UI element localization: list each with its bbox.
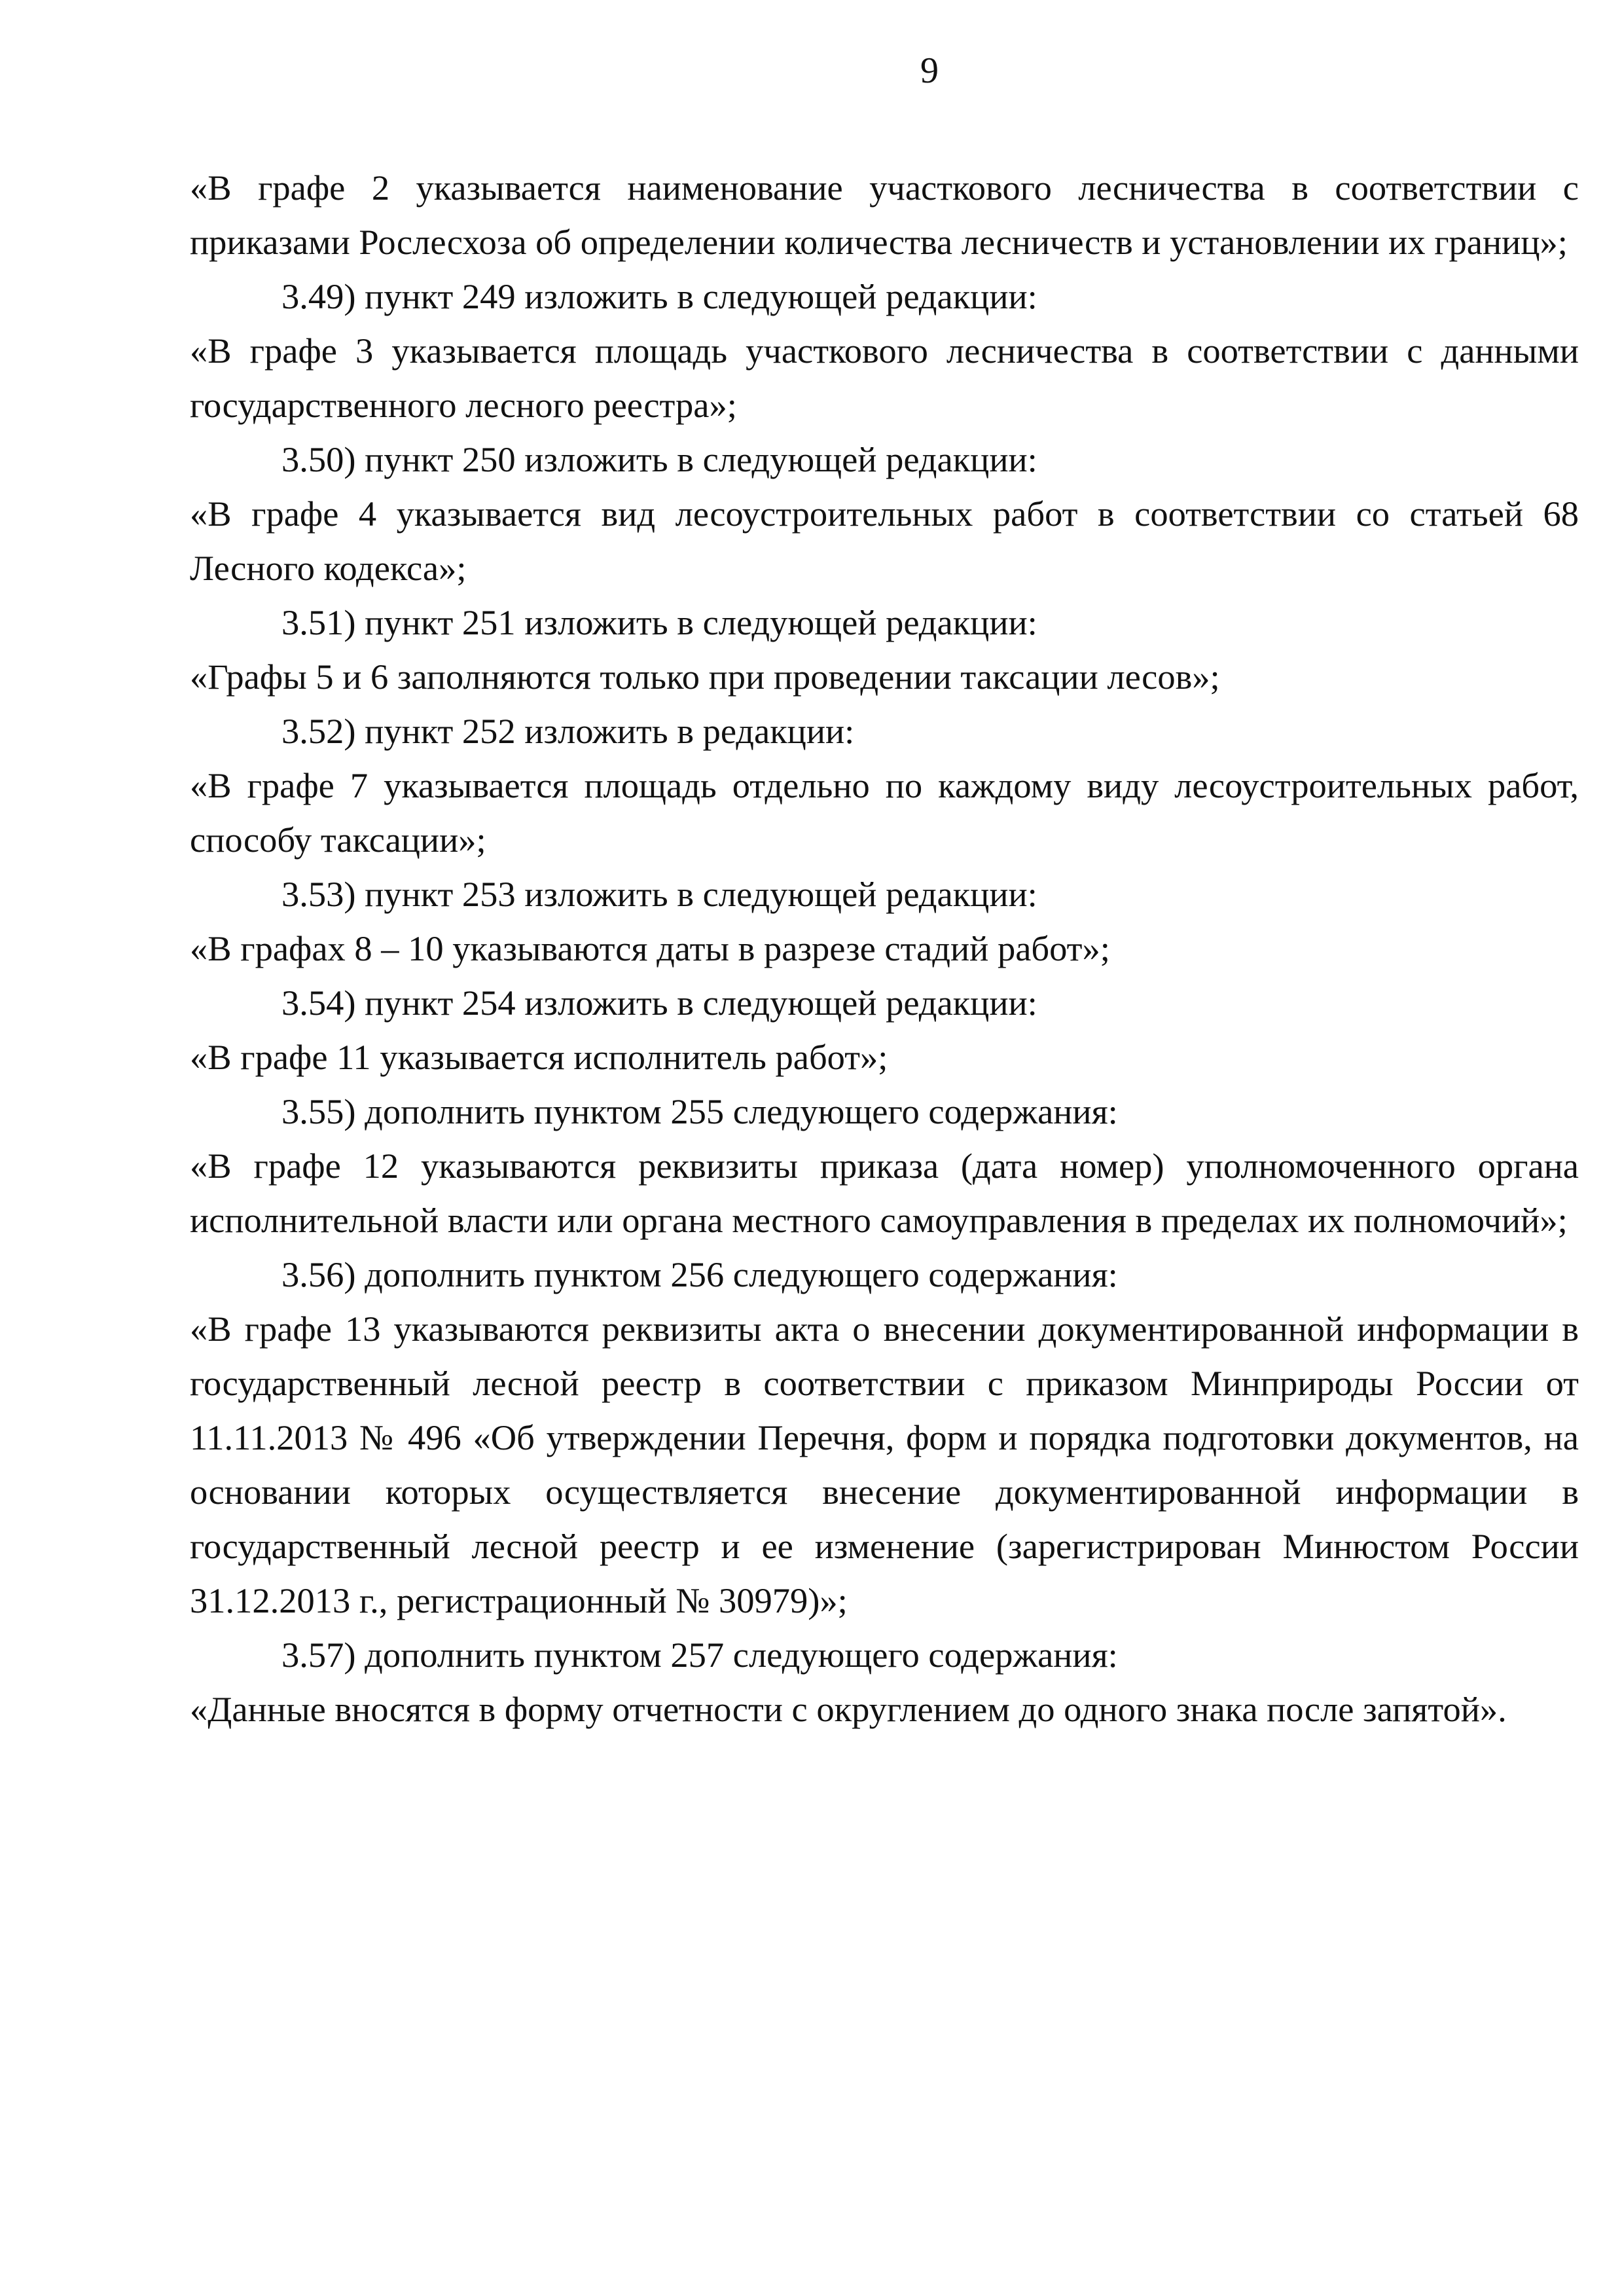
amendment-item-3-55: 3.55) дополнить пунктом 255 следующего содержания: <box>281 1091 1118 1131</box>
page-number: 9 <box>920 50 939 91</box>
quote-paragraph: «В графе 4 указывается вид лесоустроительных работ в соответствии со статьей 68 Лесного кодекса»; <box>190 494 1579 588</box>
amendment-item-3-54: 3.54) пункт 254 изложить в следующей редакции: <box>281 983 1037 1023</box>
amendment-item-3-57: 3.57) дополнить пунктом 257 следующего содержания: <box>281 1635 1118 1675</box>
amendment-item-3-52: 3.52) пункт 252 изложить в редакции: <box>281 711 855 751</box>
quote-paragraph: «Графы 5 и 6 заполняются только при проведении таксации лесов»; <box>190 657 1220 697</box>
amendment-item-3-53: 3.53) пункт 253 изложить в следующей редакции: <box>281 874 1037 914</box>
quote-paragraph: «В графе 2 указывается наименование участкового лесничества в соответствии с приказами Рослесхоза об определении количества лесничеств и установлении их границ»; <box>190 168 1579 262</box>
quote-paragraph: «Данные вносятся в форму отчетности с округлением до одного знака после запятой». <box>190 1689 1507 1729</box>
amendment-item-3-49: 3.49) пункт 249 изложить в следующей редакции: <box>281 276 1037 316</box>
amendment-item-3-56: 3.56) дополнить пунктом 256 следующего содержания: <box>281 1254 1118 1294</box>
quote-paragraph: «В графе 12 указываются реквизиты приказа (дата номер) уполномоченного органа исполнительной власти или органа местного самоуправления в пределах их полномочий»; <box>190 1146 1579 1240</box>
quote-paragraph: «В графе 11 указывается исполнитель работ»; <box>190 1037 888 1077</box>
amendment-item-3-51: 3.51) пункт 251 изложить в следующей редакции: <box>281 602 1037 642</box>
quote-paragraph: «В графе 3 указывается площадь участкового лесничества в соответствии с данными государственного лесного реестра»; <box>190 331 1579 425</box>
amendment-item-3-50: 3.50) пункт 250 изложить в следующей редакции: <box>281 439 1037 479</box>
quote-paragraph: «В графе 7 указывается площадь отдельно по каждому виду лесоустроительных работ, способу таксации»; <box>190 765 1579 860</box>
document-body <box>190 160 1579 1736</box>
quote-paragraph: «В графах 8 – 10 указываются даты в разрезе стадий работ»; <box>190 928 1110 968</box>
quote-paragraph: «В графе 13 указываются реквизиты акта о внесении документированной информации в государственный лесной реестр в соответствии с приказом Минприроды России от 11.11.2013 № 496 «Об утверждении Перечня, форм и порядка подготовки документов, на основании которых осуществляется внесение документированной информации в государственный лесной реестр и ее изменение (зарегистрирован Минюстом России 31.12.2013 г., регистрационный № 30979)»; <box>190 1309 1579 1620</box>
